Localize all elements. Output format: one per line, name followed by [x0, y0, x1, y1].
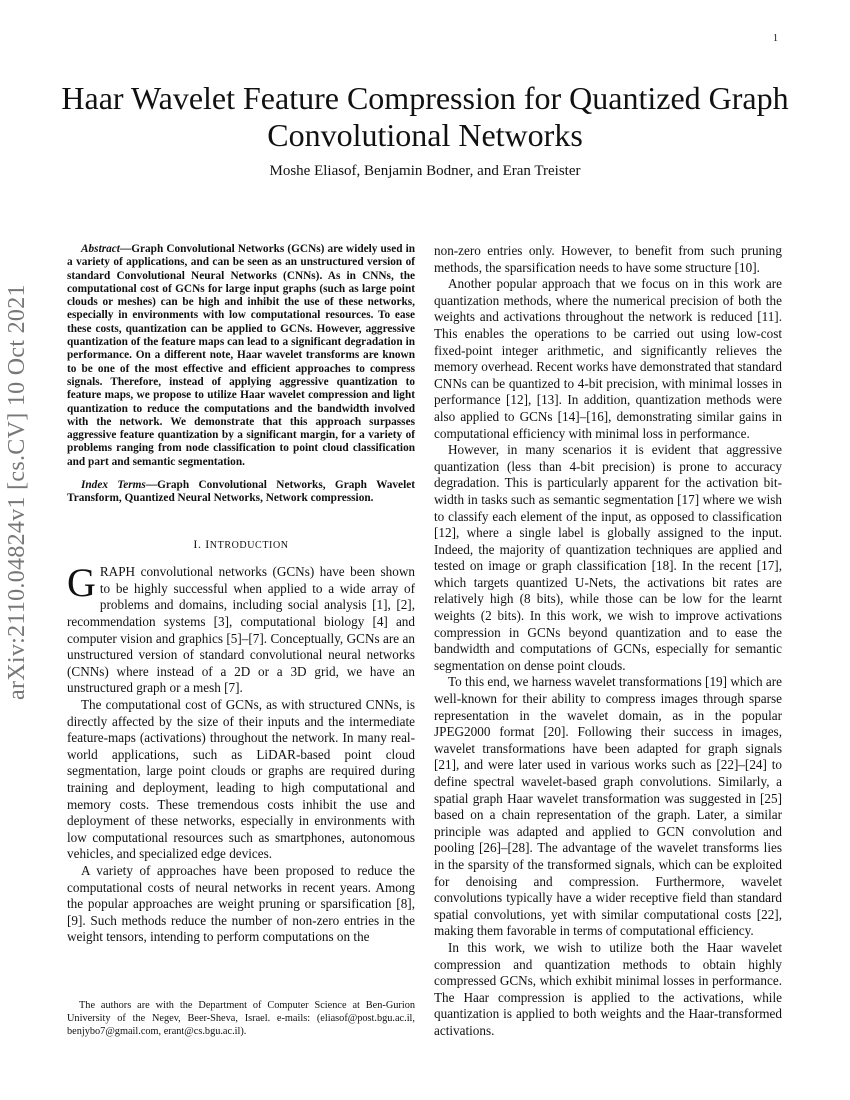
intro-paragraph-2: The computational cost of GCNs, as with structured CNNs, is directly affected by the size of their inputs and the intermediate feature-maps (activations) throughout the network. In many real-world applications, such as LiDAR-based point cloud segmentation, large point clouds or graphs are required during training and deployment, leading to high computational and memory costs. These tremendous costs inhibit the use and deployment of these networks, especially in environments with low computational resources such as smartphones, autonomous vehicles, and specialized edge devices. — [67, 696, 415, 862]
section-title-initial: I — [205, 536, 210, 551]
abstract-text: —Graph Convolutional Networks (GCNs) are widely used in a variety of applications, and can be seen as an unstructured version of standard Convolutional Neural Networks (CNNs). As in CNNs, the computational cost of GCNs for large input graphs (such as large point clouds or meshes) can be high and inhibit the use of these networks, especially in environments with low computational resources. To ease these costs, quantization can be applied to GCNs. However, aggressive quantization of the feature maps can lead to a significant degradation in performance. On a different note, Haar wavelet transforms are known to be one of the most effective and efficient approaches to compress signals. Therefore, instead of applying aggressive quantization to feature maps, we propose to utilize Haar wavelet compression and light quantization to reduce the computations and the bandwidth involved with the network. We demonstrate that this approach surpasses aggressive feature quantization by a significant margin, for a variety of problems ranging from node classification to point cloud classification and part and semantic segmentation. — [67, 243, 415, 468]
right-column — [434, 243, 782, 1040]
section-title-rest: NTRODUCTION — [209, 539, 289, 551]
page-number: 1 — [773, 33, 778, 44]
intro-paragraph-3: A variety of approaches have been proposed to reduce the computational costs of neural networks in recent years. Among the popular approaches are weight pruning or sparsification [8], [9]. Such methods reduce the number of non-zero entries in the weight tensors, intending to perform computations on the — [67, 862, 415, 945]
intro-paragraph-1 — [67, 560, 415, 697]
intro-paragraph-4: Another popular approach that we focus on in this work are quantization methods, where the numerical precision of both the weights and activations throughout the network is reduced [11]. This enables the operations to be carried out using low-cost fixed-point integer arithmetic, and significantly relieves the memory overhead. Recent works have demonstrated that standard CNNs can be quantized to 4-bit precision, with minimal losses in performance [12], [13]. In addition, quantization methods were also applied to GCNs [14]–[16], demonstrating similar gains in computational efficiency with minimal loss in performance. — [434, 276, 782, 441]
intro-paragraph-7: In this work, we wish to utilize both the Haar wavelet compression and quantization methods to obtain highly compressed GCNs, which exhibit minimal losses in performance. The Haar compression is applied to the activations, while quantization is applied to both weights and the Haar-transformed activations. — [434, 939, 782, 1038]
section-heading-introduction — [67, 536, 415, 555]
intro-paragraph-5: However, in many scenarios it is evident that aggressive quantization (less than 4-bit precision) is prone to accuracy degradation. This is particularly apparent for the activation bit-width in tasks such as semantic segmentation [17] where we wish to classify each element of the input, as opposed to classification [12], where a single label is globally assigned to the input. Indeed, the majority of quantization techniques are applied and tested on image or graph classification [18]. In the recent [17], which targets quantized U-Nets, the activations bit rates are relatively high (8 bits), while those can be low for the learnt weights (2 bits). In this work, we wish to improve activations compression in GCNs beyond quantization and to ease the bandwidth and computations of GCNs, especially for semantic segmentation on dense point clouds. — [434, 442, 782, 673]
index-terms-heading: Index Terms — [81, 479, 146, 492]
left-column — [67, 243, 415, 946]
drop-cap: G — [67, 560, 96, 606]
index-terms — [67, 479, 415, 506]
section-number: I. — [193, 536, 202, 551]
abstract-heading: Abstract — [81, 243, 120, 255]
abstract — [67, 243, 415, 469]
paper-title: Haar Wavelet Feature Compression for Quantized Graph Convolutional Networks — [61, 80, 789, 153]
author-affiliation-footnote: The authors are with the Department of Computer Science at Ben-Gurion University of the Negev, Beer-Sheva, Israel. e-mails: (eliasof@post.bgu.ac.il, benjybo7@gmail.com, erant@cs.bgu.ac.il). — [67, 1000, 415, 1037]
intro-paragraph-6: To this end, we harness wavelet transformations [19] which are well-known for their ability to compress images through sparse representation in the wavelet domain, as in the popular JPEG2000 format [20]. Following their success in images, wavelet transformations have been adapted for graph signals [21], and were later used in various works such as [22]–[24] to define spectral wavelet-based graph convolutions. Similarly, a spatial graph Haar wavelet transformation was suggested in [25] based on a chain representation of the graph. Later, a similar principle was adapted and applied to GCN convolution and pooling [26]–[28]. The advantage of the wavelet transforms lies in the sparsity of the transformed signals, which can be exploited for denoising and compression. Furthermore, wavelet convolutions typically have a wider receptive field than standard spatial convolutions, yet with similar computational costs [22], making them favorable in terms of computational efficiency. — [434, 674, 782, 939]
author-list: Moshe Eliasof, Benjamin Bodner, and Eran Treister — [269, 163, 581, 179]
arxiv-identifier[interactable]: arXiv:2110.04824v1 [cs.CV] 10 Oct 2021 — [4, 284, 30, 700]
index-terms-text: —Graph Convolutional Networks, Graph Wavelet Transform, Quantized Neural Networks, Network compression. — [67, 479, 415, 505]
intro-paragraph-3-continued: non-zero entries only. However, to benefit from such pruning methods, the sparsification needs to have some structure [10]. — [434, 243, 782, 275]
intro-lead-word: RAPH — [99, 564, 136, 580]
intro-paragraph-1-text: convolutional networks (GCNs) have been shown to be highly successful when applied to a wide array of problems and domains, including social analysis [1], [2], recommendation systems [3], computational biology [4] and computer vision and graphics [5]–[7]. Conceptually, GCNs are an unstructured version of standard convolutional neural networks (CNNs) where instead of a 2D or a 3D grid, we have an unstructured graph or a mesh [7]. — [67, 564, 415, 696]
